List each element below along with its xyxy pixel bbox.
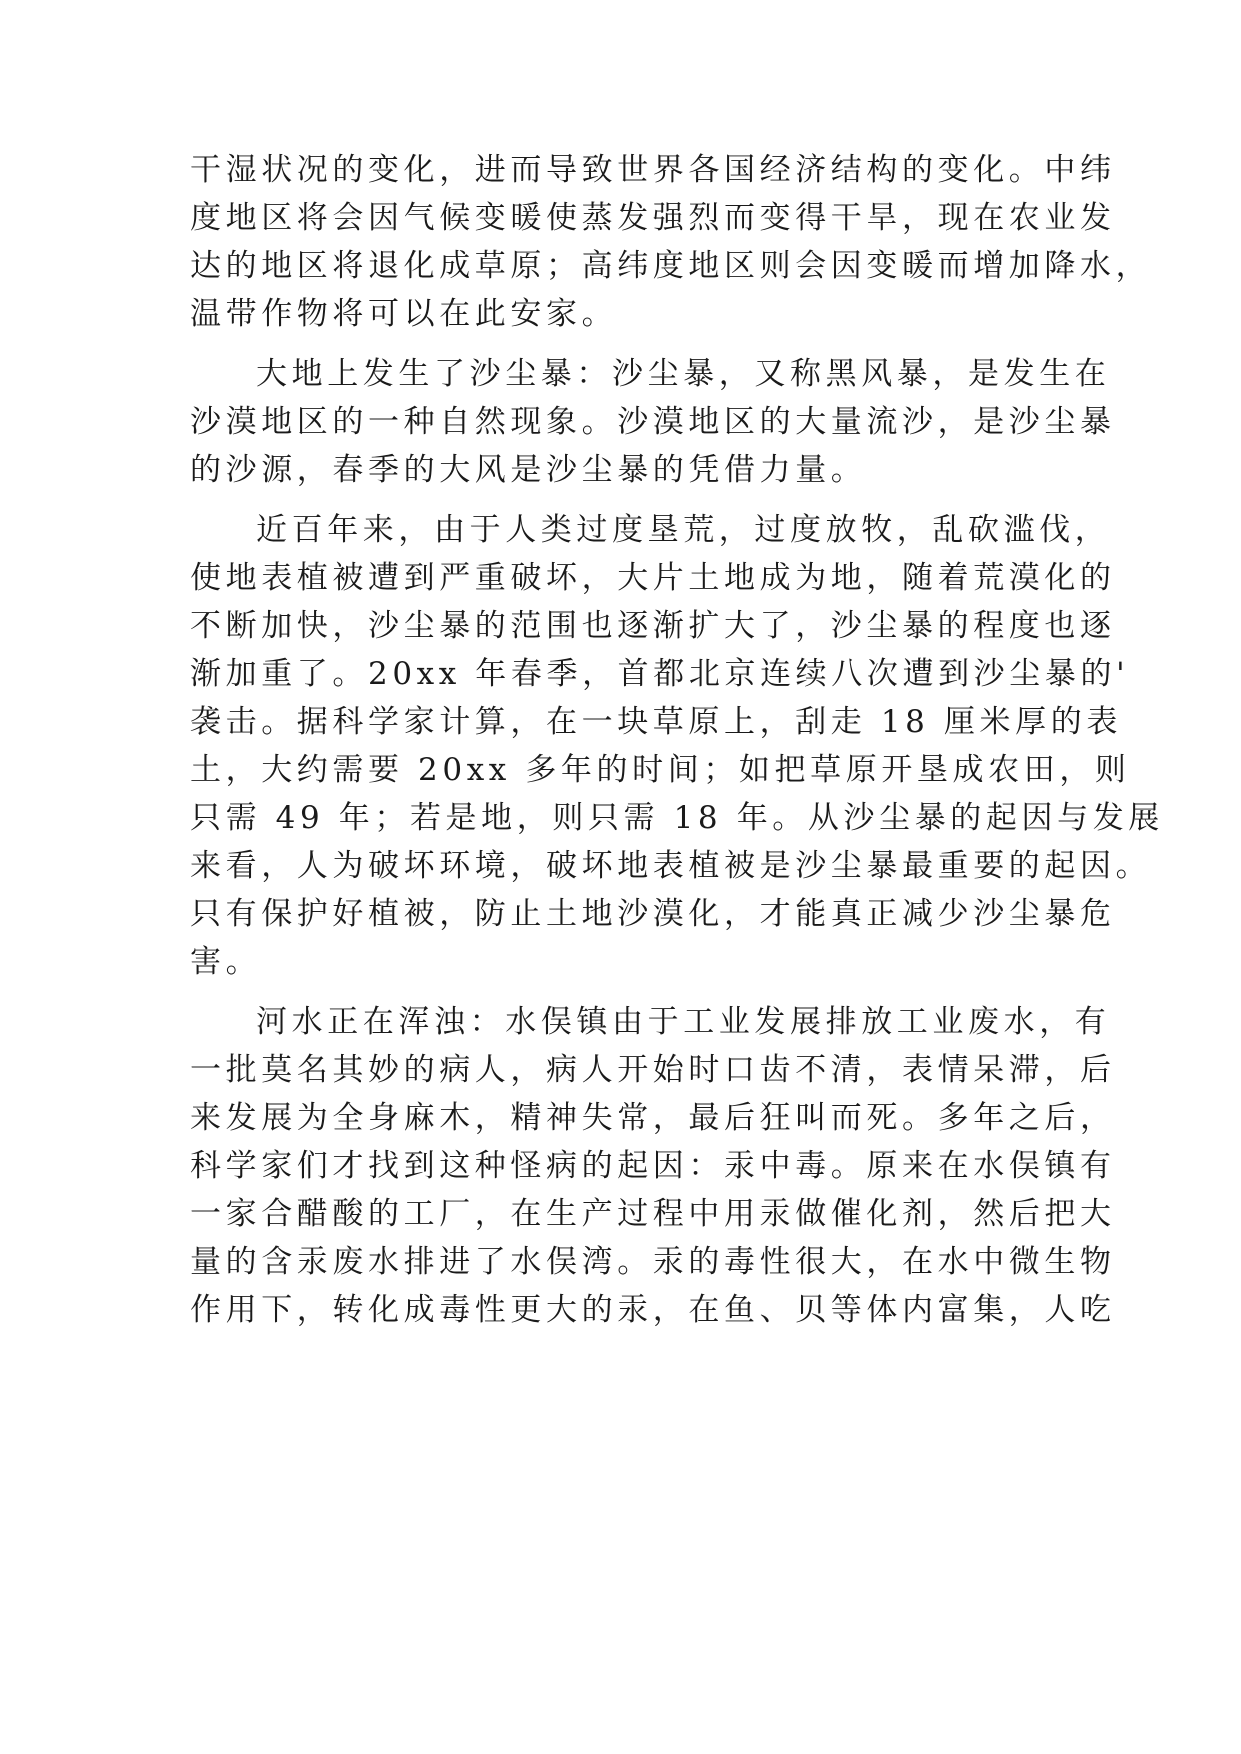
text-line: 害。 <box>190 944 262 980</box>
paragraph-first-line: 大地上发生了沙尘暴：沙尘暴，又称黑风暴，是发生在 <box>256 356 1111 392</box>
text-line: 一家合醋酸的工厂，在生产过程中用汞做催化剂，然后把大 <box>190 1196 1116 1232</box>
text-line: 沙漠地区的一种自然现象。沙漠地区的大量流沙，是沙尘暴 <box>190 404 1116 440</box>
text-line: 只需 49 年；若是地，则只需 18 年。从沙尘暴的起因与发展 <box>190 800 1164 836</box>
text-line: 不断加快，沙尘暴的范围也逐渐扩大了，沙尘暴的程度也逐 <box>190 608 1116 644</box>
text-line: 科学家们才找到这种怪病的起因：汞中毒。原来在水俣镇有 <box>190 1148 1116 1184</box>
text-line: 的沙源，春季的大风是沙尘暴的凭借力量。 <box>190 452 867 488</box>
text-line: 使地表植被遭到严重破坏，大片土地成为地，随着荒漠化的 <box>190 560 1116 596</box>
text-line: 作用下，转化成毒性更大的汞，在鱼、贝等体内富集，人吃 <box>190 1292 1116 1328</box>
text-line: 只有保护好植被，防止土地沙漠化，才能真正减少沙尘暴危 <box>190 896 1116 932</box>
text-line: 土，大约需要 20xx 多年的时间；如把草原开垦成农田，则 <box>190 752 1131 788</box>
text-line: 袭击。据科学家计算，在一块草原上，刮走 18 厘米厚的表 <box>190 704 1122 740</box>
text-line: 来发展为全身麻木，精神失常，最后狂叫而死。多年之后， <box>190 1100 1116 1136</box>
paragraph-first-line: 近百年来，由于人类过度垦荒，过度放牧，乱砍滥伐， <box>256 512 1111 548</box>
paragraph-first-line: 河水正在浑浊：水俣镇由于工业发展排放工业废水，有 <box>256 1004 1111 1040</box>
text-line: 温带作物将可以在此安家。 <box>190 296 618 332</box>
text-line: 来看，人为破坏环境，破坏地表植被是沙尘暴最重要的起因。 <box>190 848 1152 884</box>
text-line: 渐加重了。20xx 年春季，首都北京连续八次遭到沙尘暴的' <box>190 656 1130 692</box>
text-line: 量的含汞废水排进了水俣湾。汞的毒性很大，在水中微生物 <box>190 1244 1116 1280</box>
text-line: 干湿状况的变化，进而导致世界各国经济结构的变化。中纬 <box>190 152 1116 188</box>
text-line: 达的地区将退化成草原；高纬度地区则会因变暖而增加降水， <box>190 248 1152 284</box>
text-line: 一批莫名其妙的病人，病人开始时口齿不清，表情呆滞，后 <box>190 1052 1116 1088</box>
text-line: 度地区将会因气候变暖使蒸发强烈而变得干旱，现在农业发 <box>190 200 1116 236</box>
